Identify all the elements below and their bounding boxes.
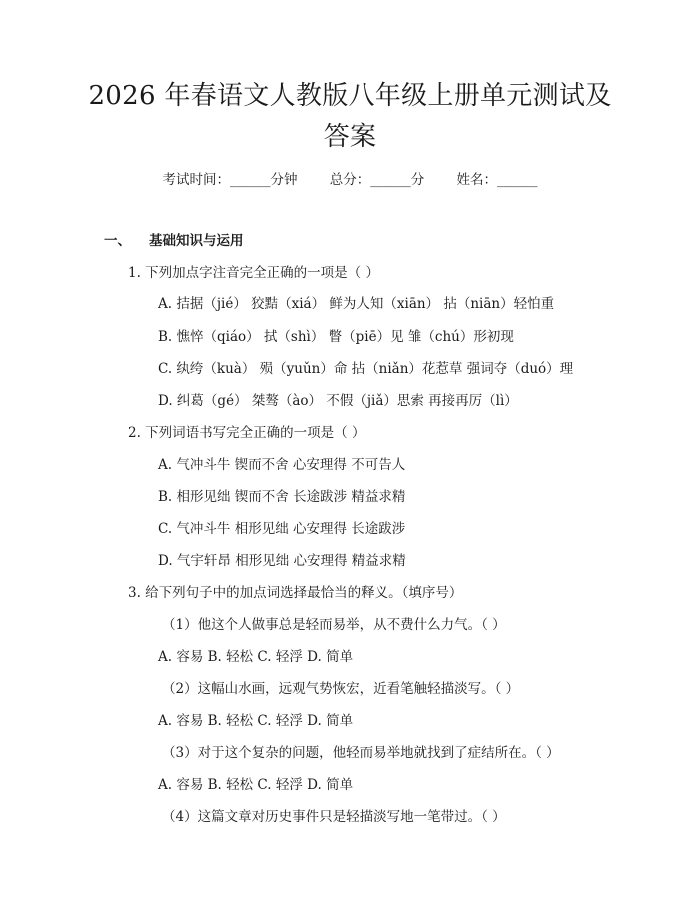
question-1-stem: 1. 下列加点字注音完全正确的一项是（ ）	[128, 265, 379, 281]
question-3-sub-4: （4）这篇文章对历史事件只是轻描淡写地一笔带过。（ ）	[162, 809, 506, 825]
question-3-sub-2: （2）这幅山水画，远观气势恢宏，近看笔触轻描淡写。（ ）	[162, 681, 520, 697]
name-field: 姓名：______	[456, 172, 538, 188]
question-3-sub-1: （1）他这个人做事总是轻而易举，从不费什么力气。（ ）	[162, 617, 506, 633]
question-2-option-a: A. 气冲斗牛 锲而不舍 心安理得 不可告人	[158, 457, 406, 473]
exam-info	[0, 168, 700, 188]
exam-time-field: 考试时间：______分钟	[162, 172, 298, 188]
document-title	[60, 76, 640, 158]
question-3-sub-2-options: A. 容易 B. 轻松 C. 轻浮 D. 简单	[158, 713, 354, 729]
question-2-option-b: B. 相形见绌 锲而不舍 长途跋涉 精益求精	[158, 489, 406, 505]
question-1-option-a: A. 拮据（jié） 狡黠（xiá） 鲜为人知（xiān） 拈（niān）轻怕重	[158, 296, 555, 312]
question-3-sub-3-options: A. 容易 B. 轻松 C. 轻浮 D. 简单	[158, 777, 354, 793]
question-3-stem: 3. 给下列句子中的加点词选择最恰当的释义。（填序号）	[128, 585, 463, 601]
title-line-1: 2026 年春语文人教版八年级上册单元测试及	[88, 81, 612, 111]
title-line-2: 答案	[323, 122, 377, 152]
total-score-field: 总分：______分	[329, 172, 425, 188]
question-2-stem: 2. 下列词语书写完全正确的一项是（ ）	[128, 425, 366, 441]
question-1-option-c: C. 纨绔（kuà） 殒（yuǔn）命 拈（niǎn）花惹草 强词夺（duó）理	[158, 361, 574, 377]
question-2-option-d: D. 气宇轩昂 相形见绌 心安理得 精益求精	[158, 553, 406, 569]
section-heading	[104, 229, 244, 249]
question-1-option-b: B. 憔悴（qiáo） 拭（shì） 瞥（piē）见 雏（chú）形初现	[158, 329, 514, 345]
section-number: 一、	[104, 233, 131, 249]
question-2-option-c: C. 气冲斗牛 相形见绌 心安理得 长途跋涉	[158, 521, 406, 537]
question-3-sub-1-options: A. 容易 B. 轻松 C. 轻浮 D. 简单	[158, 649, 354, 665]
question-3-sub-3: （3）对于这个复杂的问题，他轻而易举地就找到了症结所在。（ ）	[162, 745, 560, 761]
section-title: 基础知识与运用	[149, 233, 244, 249]
question-1-option-d: D. 纠葛（gé） 桀骜（ào） 不假（jiǎ）思索 再接再厉（lì）	[158, 393, 518, 409]
